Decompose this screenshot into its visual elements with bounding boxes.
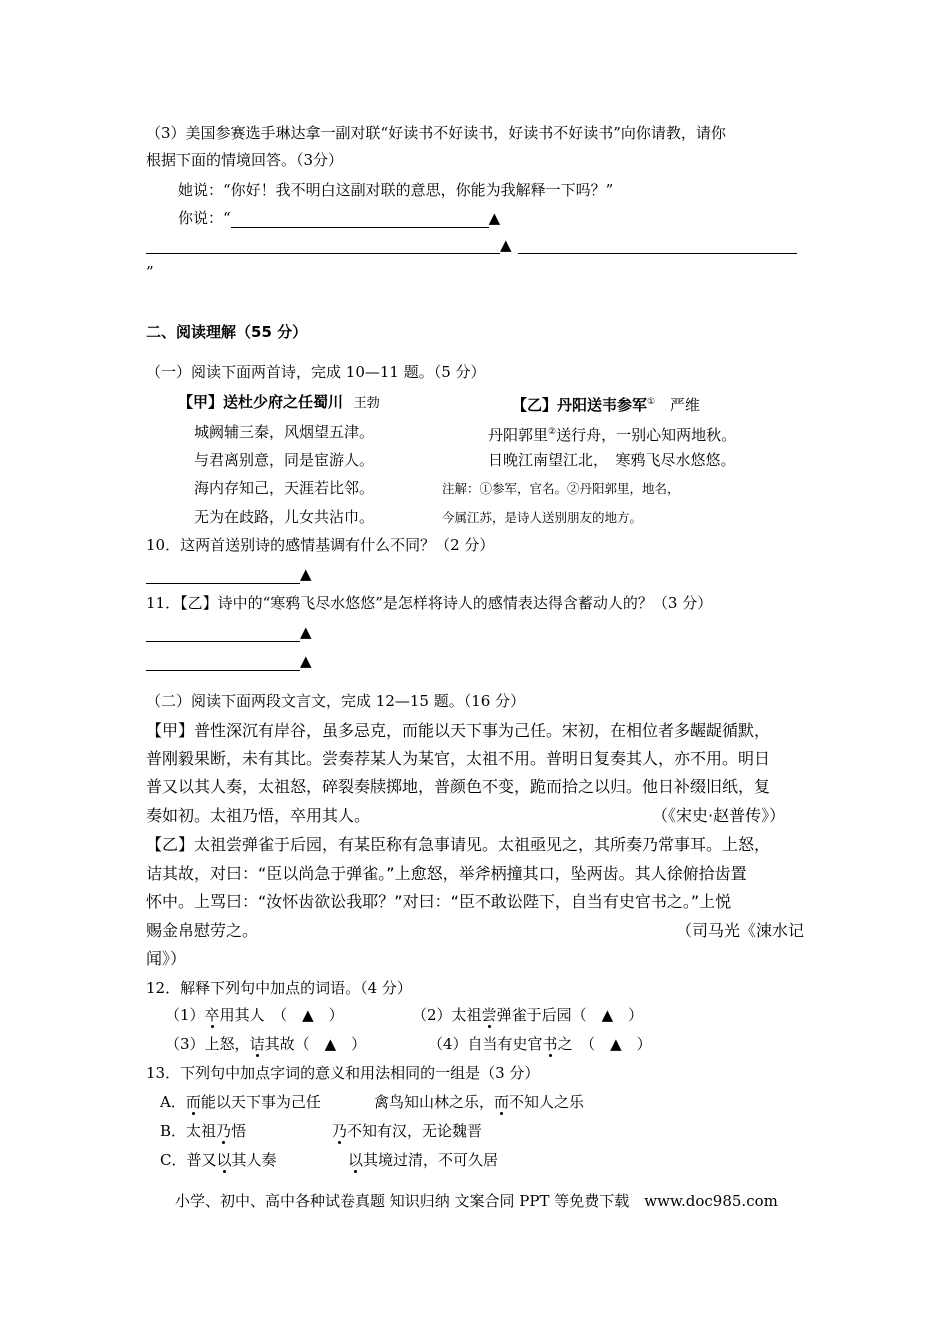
option-label: A． bbox=[160, 1093, 186, 1111]
answer-triangle-icon: ▲ bbox=[300, 623, 312, 641]
option-label: C． bbox=[160, 1151, 187, 1169]
dotted-word: 而 bbox=[494, 1093, 510, 1111]
dotted-word: 乃 bbox=[332, 1122, 348, 1140]
q10-answer-line bbox=[146, 564, 312, 584]
section-title: 二、阅读理解（55 分） bbox=[146, 323, 308, 341]
answer-triangle-icon: ▲ bbox=[488, 209, 501, 227]
q11-answer-line bbox=[146, 622, 312, 642]
q12-item-label: （3）上怒， bbox=[165, 1035, 250, 1053]
note-mark: ② bbox=[548, 427, 557, 437]
dotted-word: 以 bbox=[348, 1151, 364, 1169]
option-text: 不知人之乐 bbox=[509, 1093, 585, 1111]
option-text: 其人奏 bbox=[231, 1151, 277, 1169]
passage-yi-line: 赐金帛慰劳之。 bbox=[146, 921, 259, 940]
poem-note: 今属江苏，是诗人送别朋友的地方。 bbox=[442, 510, 643, 525]
option-text: 太祖 bbox=[186, 1122, 217, 1140]
question-11: 11．【乙】诗中的“寒鸦飞尽水悠悠”是怎样将诗人的感情表达得含蓄动人的？（3 分） bbox=[146, 594, 713, 612]
option-text: 能以天下事为己任 bbox=[200, 1093, 321, 1111]
passage-yi-line: 诘其故，对曰：“臣以尚急于弹雀。”上愈怒，举斧柄撞其口，坠两齿。其人徐俯拾齿置 bbox=[146, 864, 747, 883]
answer-triangle-icon: ▲ bbox=[300, 565, 312, 583]
passage-jia-line: 普又以其人奏，太祖怒，碎裂奏牍掷地，普颜色不变，跪而拾之以归。他日补缀旧纸，复 bbox=[146, 777, 771, 796]
poem-yi-line2: 日晚江南望江北， 寒鸦飞尽水悠悠。 bbox=[488, 451, 736, 469]
answer-blank-right[interactable] bbox=[518, 253, 797, 254]
passage-jia-line: 奏如初。太祖乃悟，卒用其人。 bbox=[146, 806, 371, 825]
q12-item-1 bbox=[165, 1005, 344, 1025]
q12-item-label: （2）太祖 bbox=[412, 1006, 482, 1024]
poem-jia-title: 【甲】送杜少府之任蜀川 bbox=[178, 393, 344, 411]
q12-item-3 bbox=[165, 1034, 366, 1054]
poem-yi-title: 【乙】丹阳送韦参军 bbox=[512, 396, 648, 414]
passage-jia-source: （《宋史·赵普传》） bbox=[652, 806, 786, 825]
q13-option-b bbox=[160, 1121, 246, 1141]
dotted-word: 而 bbox=[185, 1093, 201, 1111]
part1-intro: （一）阅读下面两首诗，完成 10—11 题。（5 分） bbox=[146, 363, 486, 381]
option-label: B． bbox=[160, 1122, 187, 1140]
q12-item-4 bbox=[428, 1034, 652, 1054]
option-text: 禽鸟知山林之乐， bbox=[374, 1093, 495, 1111]
q12-item-label: （4）自当有史官 bbox=[428, 1035, 543, 1053]
close-quote: ” bbox=[146, 263, 154, 281]
passage-yi-source: （司马光《涑水记 bbox=[676, 921, 805, 940]
you-say-label: 你说：“ bbox=[178, 209, 231, 227]
passage-yi-line: 怀中。上骂曰：“汝怀齿欲讼我耶？”对曰：“臣不敢讼陛下，自当有史官书之。”上悦 bbox=[146, 892, 732, 911]
option-text: 悟 bbox=[231, 1122, 247, 1140]
answer-blank[interactable] bbox=[231, 227, 489, 228]
passage-jia-line: 【甲】普性深沉有岸谷，虽多忌克，而能以天下事为己任。宋初，在相位者多龌龊循默， bbox=[146, 721, 771, 740]
q12-item-text: 用其人 （ ▲ ） bbox=[219, 1006, 344, 1024]
q13-option-a-compare bbox=[374, 1092, 584, 1112]
question-12: 12．解释下列句中加点的词语。（4 分） bbox=[146, 979, 412, 997]
passage-yi-line: 【乙】太祖尝弹雀于后园，有某臣称有急事请见。太祖亟见之，其所奏乃常事耳。上怒， bbox=[146, 835, 771, 854]
q12-item-2 bbox=[412, 1005, 643, 1025]
footer-text: 小学、初中、高中各种试卷真题 知识归纳 文案合同 PPT 等免费下载 www.doc985.com bbox=[175, 1192, 778, 1210]
poem-jia-line: 无为在歧路，儿女共沾巾。 bbox=[194, 508, 375, 526]
poem-jia-line: 与君离别意，同是宦游人。 bbox=[194, 451, 375, 469]
poem-jia-line: 海内存知己，天涯若比邻。 bbox=[194, 479, 375, 497]
option-text: 不知有汉，无论魏晋 bbox=[347, 1122, 483, 1140]
dotted-word: 卒 bbox=[204, 1006, 220, 1024]
q9-3-she-says: 她说：“你好！我不明白这副对联的意思，你能为我解释一下吗？” bbox=[178, 181, 614, 199]
q13-option-a bbox=[160, 1092, 321, 1112]
answer-blank[interactable] bbox=[146, 583, 300, 584]
dotted-word: 以 bbox=[216, 1151, 232, 1169]
q12-item-text: 弹雀于后园（ ▲ ） bbox=[496, 1006, 644, 1024]
dotted-word: 乃 bbox=[216, 1122, 232, 1140]
q12-item-text: 其故（ ▲ ） bbox=[264, 1035, 367, 1053]
poem-jia-heading bbox=[178, 392, 380, 414]
option-text: 其境过清，不可久居 bbox=[363, 1151, 499, 1169]
answer-blank-left[interactable] bbox=[146, 253, 500, 254]
answer-blank[interactable] bbox=[146, 670, 300, 671]
poem-jia-author: 王勃 bbox=[353, 396, 380, 411]
answer-triangle-icon: ▲ bbox=[500, 236, 512, 254]
dotted-word: 诘 bbox=[249, 1035, 265, 1053]
poem-note: 注解：①参军，官名。②丹阳郭里，地名， bbox=[442, 481, 680, 496]
q13-option-c bbox=[160, 1150, 277, 1170]
q12-item-text: 之 （ ▲ ） bbox=[557, 1035, 652, 1053]
poem-yi-line1-b: 送行舟，一别心知两地秋。 bbox=[556, 426, 737, 444]
q9-3-you-say-line bbox=[178, 208, 500, 228]
q12-item-label: （1） bbox=[165, 1006, 205, 1024]
option-text: 普又 bbox=[186, 1151, 217, 1169]
poem-yi-line1-a: 丹阳郭里 bbox=[488, 426, 549, 444]
answer-triangle-icon: ▲ bbox=[300, 652, 312, 670]
q9-3-line2: 根据下面的情境回答。（3分） bbox=[146, 151, 344, 169]
q13-option-c-compare bbox=[348, 1150, 498, 1170]
poem-yi-heading bbox=[512, 392, 700, 415]
dotted-word: 书 bbox=[542, 1035, 558, 1053]
q9-3-line1: （3）美国参赛选手琳达拿一副对联“好读书不好读书，好读书不好读书”向你请教，请你 bbox=[146, 124, 726, 142]
poem-yi-author: 严维 bbox=[669, 396, 700, 414]
question-10: 10．这两首送别诗的感情基调有什么不同？（2 分） bbox=[146, 536, 495, 554]
passage-yi-source-cont: 闻》） bbox=[146, 949, 187, 968]
dotted-word: 尝 bbox=[481, 1006, 497, 1024]
passage-jia-line: 普刚毅果断，未有其比。尝奏荐某人为某官，太祖不用。普明日复奏其人，亦不用。明日 bbox=[146, 749, 771, 768]
q11-answer-line bbox=[146, 651, 312, 671]
question-13: 13．下列句中加点字词的意义和用法相同的一组是（3 分） bbox=[146, 1064, 540, 1082]
poem-jia-line: 城阙辅三秦，风烟望五津。 bbox=[194, 423, 375, 441]
answer-blank[interactable] bbox=[146, 641, 300, 642]
part2-intro: （二）阅读下面两段文言文，完成 12—15 题。（16 分） bbox=[146, 692, 526, 710]
q13-option-b-compare bbox=[332, 1121, 482, 1141]
poem-yi-line1 bbox=[488, 422, 736, 445]
note-mark: ① bbox=[647, 397, 656, 407]
